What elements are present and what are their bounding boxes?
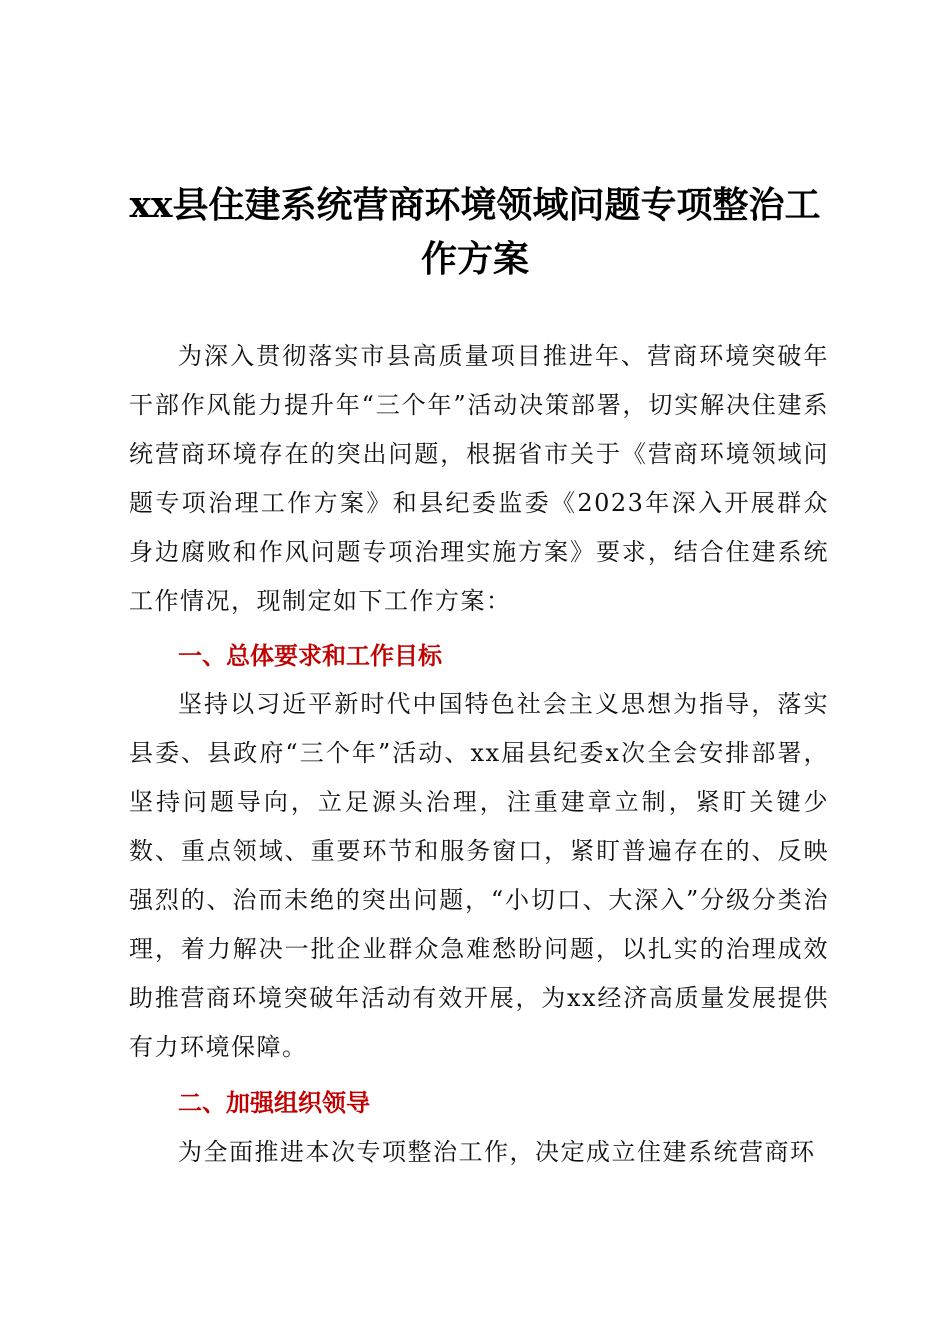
title-line-1: xx县住建系统营商环境领域问题专项整治工 [129,184,821,226]
title-line-2: 作方案 [420,238,529,280]
section-heading-1: 一、总体要求和工作目标 [178,642,442,670]
section-heading-2: 二、加强组织领导 [178,1089,370,1117]
section-1-paragraph: 坚持以习近平新时代中国特色社会主义思想为指导，落实县委、县政府“三个年”活动、xx届县纪委x次全会安排部署，坚持问题导向，立足源头治理，注重建章立制，紧盯关键少数、重点领域、重要环节和服务窗口，紧盯普遍存在的、反映强烈的、治而未绝的突出问题，“小切口、大深入”分级分类治理，着力解决一批企业群众急难愁盼问题，以扎实的治理成效助推营商环境突破年活动有效开展，为xx经济高质量发展提供有力环境保障。 [129,690,829,1061]
document-title [0,178,950,286]
intro-paragraph: 为深入贯彻落实市县高质量项目推进年、营商环境突破年干部作风能力提升年“三个年”活动决策部署，切实解决住建系统营商环境存在的突出问题，根据省市关于《营商环境领域问题专项治理工作方案》和县纪委监委《2023年深入开展群众身边腐败和作风问题专项治理实施方案》要求，结合住建系统工作情况，现制定如下工作方案： [129,342,829,615]
section-2-paragraph: 为全面推进本次专项整治工作，决定成立住建系统营商环 [178,1138,816,1166]
